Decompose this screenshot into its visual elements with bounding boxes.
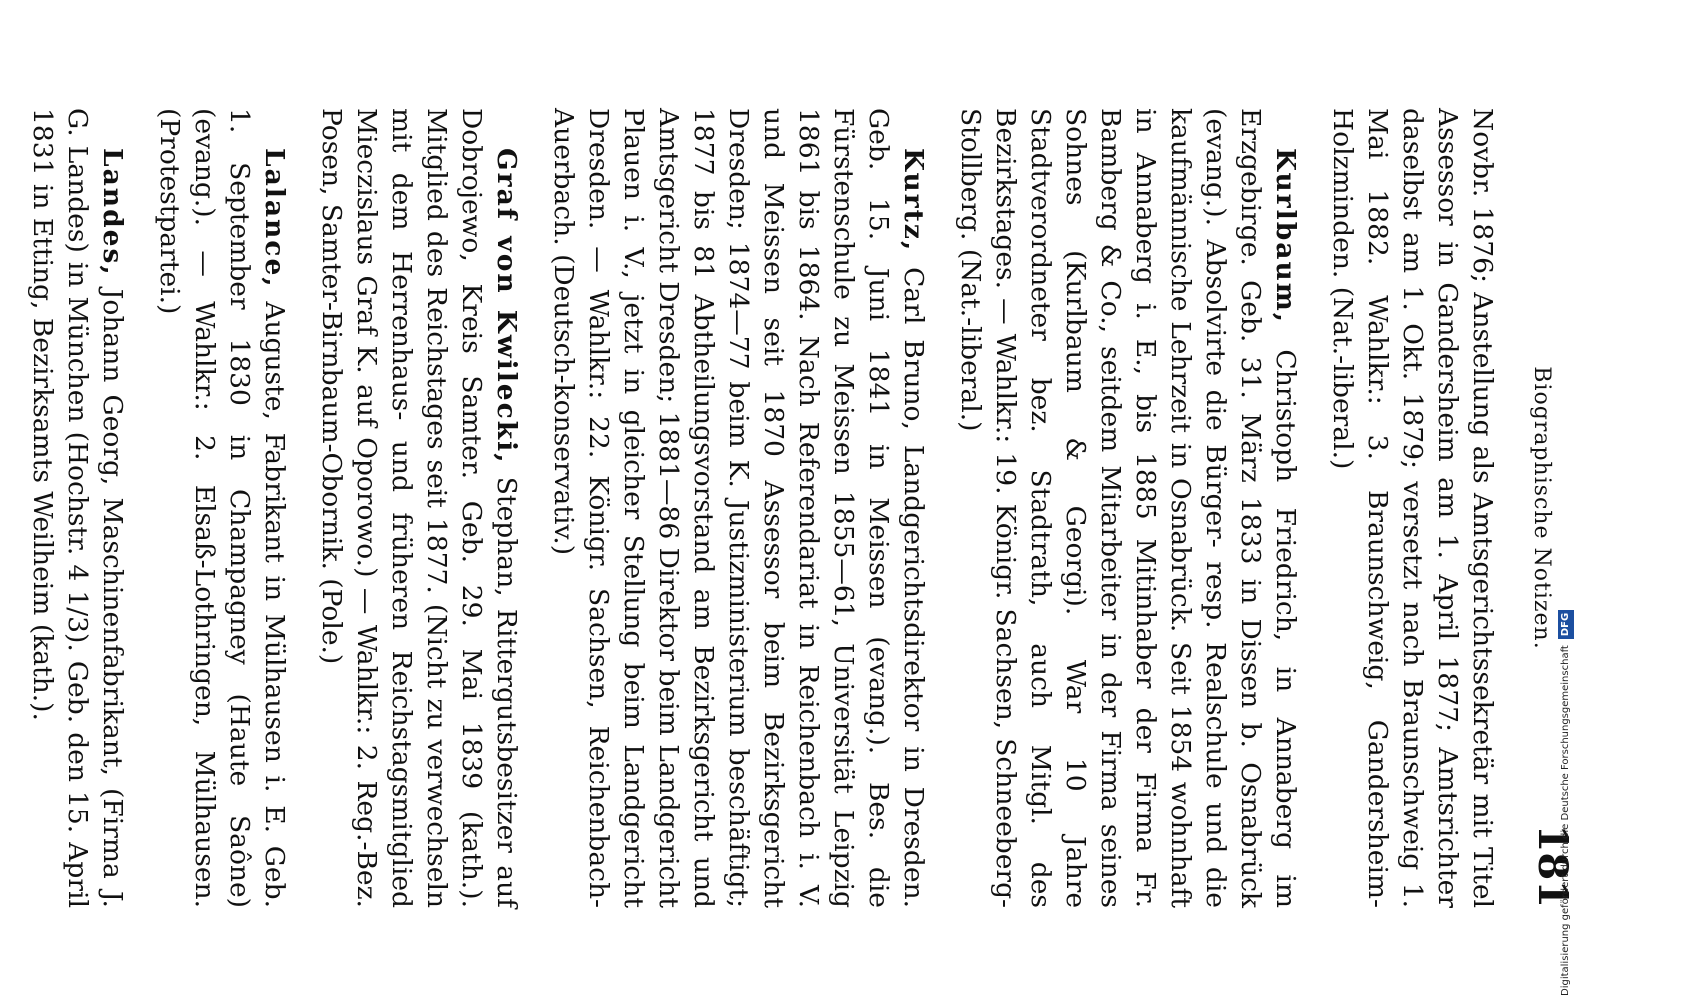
entry-lalance — [152, 108, 292, 908]
funding-text: Digitalisierung gefördert durch die Deutsche Forschungsgemeinschaft — [1560, 645, 1571, 996]
entry-text: Johann Georg, Maschinenfabrikant, (Firma J. G. Landes) in München (Hochstr. 4 1/3). Geb. den 15. April 1831 in Etting, Bezirksamts Weilheim (kath.). — [27, 108, 128, 908]
entry-kwilecki — [314, 108, 524, 908]
entry-text: Auguste, Fabrikant in Mülhausen i. E. Geb. 1. September 1830 in Champagney (Haute Saône) (evang.). — Wahlkr.: 2. Elsaß-Lothringen, Mülhausen. (Protestpartei.) — [154, 108, 290, 908]
entry-kurtz — [546, 108, 931, 908]
entry-text: Novbr. 1876; Anstellung als Amtsgerichtssekretär mit Titel Assessor in Gandersheim am 1. April 1877; Amtsrichter daselbst am 1. Okt. 1879; versetzt nach Braunschweig 1. Mai 1882. Wahlkr.: 3. Braunschweig, Gandersheim-Holzminden. (Nat.-liberal.) — [1327, 108, 1498, 908]
entry-name: Landes, — [97, 148, 128, 277]
entry-continuation — [1325, 108, 1500, 908]
page-body — [3, 108, 1500, 908]
entry-landes — [25, 108, 130, 908]
entry-kurlbaum — [953, 108, 1303, 908]
entry-name: Lalance, — [259, 148, 290, 289]
entry-name: Kurlbaum, — [1270, 148, 1301, 324]
dfg-logo: DFG — [1558, 610, 1574, 639]
rotated-page — [27, 20, 1620, 980]
entry-text: Carl Bruno, Landgerichtsdirektor in Dresden. Geb. 15. Juni 1841 in Meissen (evang.). Bes. die Fürstenschule zu Meissen 1855—61, Universität Leipzig 1861 bis 1864. Nach Referendariat in Reichenbach i. V. und Meissen seit 1870 Assessor beim Bezirksgericht Dresden; 1874—77 beim K. Justizministerium beschäftigt; 1877 bis 81 Abtheilungsvorstand am Bezirksgericht und Amtsgericht Dresden; 1881—86 Direktor beim Landgericht Plauen i. V., jetzt in gleicher Stellung beim Landgericht Dresden. — Wahlkr.: 22. Königr. Sachsen, Reichenbach-Auerbach. (Deutsch-konservativ.) — [548, 108, 929, 908]
entry-name: Graf von Kwilecki, — [491, 148, 522, 465]
running-title: Biographische Notizen. — [1529, 366, 1554, 650]
entry-text: Christoph Friedrich, in Annaberg im Erzgebirge. Geb. 31. März 1833 in Dissen b. Osnabrück (evang.). Absolvirte die Bürger- resp. Realschule und die kaufmännische Lehrzeit in Osnabrück. Seit 1854 wohnhaft in Annaberg i. E., bis 1885 Mitinhaber der Firma Fr. Bamberg & Co., seitdem Mitarbeiter in der Firma seines Sohnes (Kurlbaum & Georgi). War 10 Jahre Stadtverordneter bez. Stadtrath, auch Mitgl. des Bezirkstages. — Wahlkr.: 19. Königr. Sachsen, Schneeberg-Stollberg. (Nat.-liberal.) — [955, 108, 1301, 908]
funding-note — [1558, 6, 1578, 996]
entry-name: Kurtz, — [898, 148, 929, 253]
page-number: 181 — [1529, 824, 1576, 908]
entry-text: Stephan, Rittergutsbesitzer auf Dobrojewo, Kreis Samter. Geb. 29. Mai 1839 (kath.). Mitglied des Reichstages seit 1877. (Nicht zu verwechseln mit dem Herrenhaus- und früheren Reichstagsmitglied Mieczislaus Graf K. auf Oporowo.) — Wahlkr.: 2. Reg.-Bez. Posen, Samter-Birnbaum-Obornik. (Pole.) — [316, 108, 522, 908]
